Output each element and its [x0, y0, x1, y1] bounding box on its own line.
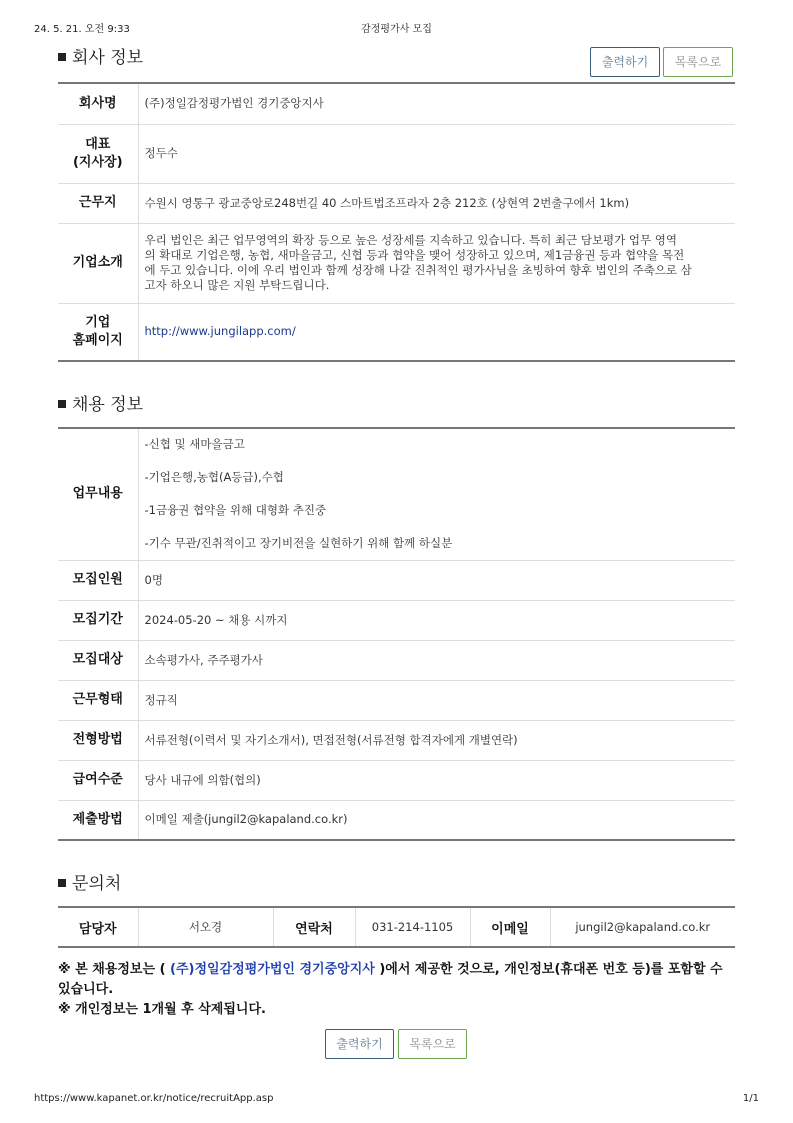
manager-label: 담당자 — [58, 907, 138, 947]
submission-method: 이메일 제출(jungil2@kapaland.co.kr) — [144, 812, 348, 827]
company-section-title: 회사 정보 — [58, 46, 143, 70]
print-header — [34, 20, 759, 34]
recruit-period: 2024-05-20 ~ 채용 시까지 — [138, 600, 735, 640]
contact-section-title: 문의처 — [58, 872, 121, 896]
notice-line-1: ※ 본 채용정보는 ( (주)정일감정평가법인 경기중앙지사 )에서 제공한 것으로, 개인정보(휴대폰 번호 등)를 포함할 수 있습니다. — [58, 962, 723, 997]
row-label: 모집기간 — [58, 600, 138, 640]
homepage-cell — [138, 303, 735, 361]
list-button[interactable]: 목록으로 — [398, 1029, 467, 1059]
employment-type: 정규직 — [138, 680, 735, 720]
square-bullet-icon — [58, 53, 66, 61]
row-label: 근무형태 — [58, 680, 138, 720]
recruit-info-table — [58, 427, 735, 841]
representative-name: 정두수 — [138, 124, 735, 183]
page-url: https://www.kapanet.or.kr/notice/recruitApp.asp — [34, 1093, 274, 1104]
table-row — [58, 124, 735, 183]
recruit-section-title: 채용 정보 — [58, 393, 143, 417]
table-row — [58, 680, 735, 720]
table-row — [58, 600, 735, 640]
list-item: -1금융권 협약을 위해 대형화 추진중 — [144, 503, 327, 518]
table-row — [58, 223, 735, 303]
table-row — [58, 428, 735, 560]
square-bullet-icon — [58, 400, 66, 408]
row-label: 기업소개 — [58, 223, 138, 303]
row-label: 전형방법 — [58, 720, 138, 760]
table-row — [58, 560, 735, 600]
table-row — [58, 760, 735, 800]
page-number: 1/1 — [742, 1093, 759, 1104]
recruit-target: 소속평가사, 주주평가사 — [138, 640, 735, 680]
print-date: 24. 5. 21. 오전 9:33 — [34, 24, 130, 35]
manager-name: 서오경 — [138, 907, 273, 947]
row-label: 근무지 — [58, 183, 138, 223]
work-location: 수원시 영통구 광교중앙로248번길 40 스마트법조프라자 2층 212호 (상현역 2번출구에서 1km) — [138, 183, 735, 223]
email-label: 이메일 — [470, 907, 550, 947]
table-row — [58, 720, 735, 760]
salary-level: 당사 내규에 의함(협의) — [138, 760, 735, 800]
notice-line-2: ※ 개인정보는 1개월 후 삭제됩니다. — [58, 1002, 266, 1017]
print-button[interactable]: 출력하기 — [590, 47, 660, 77]
table-row — [58, 800, 735, 840]
notice-company-name: (주)정일감정평가법인 경기중앙지사 — [170, 962, 375, 977]
company-intro: 우리 법인은 최근 업무영역의 확장 등으로 높은 성장세를 지속하고 있습니다. 특히 최근 담보평가 업무 영역 의 확대로 기업은행, 농협, 새마을금고, 신협 등과 협약을 맺어 성장하고 있으며, 제1금융권 등과 협약을 목전 에 두고 있습니다. 이에 우리 법인과 함께 성장해 나갈 진취적인 평가사님을 초빙하여 향후 법인의 주축으로 삼 고자 하오니 많은 지원 부탁드립니다. — [138, 223, 735, 303]
table-row — [58, 303, 735, 361]
table-row — [58, 640, 735, 680]
row-label: 제출방법 — [58, 800, 138, 840]
row-label: 업무내용 — [58, 428, 138, 560]
contact-table — [58, 906, 735, 948]
selection-method: 서류전형(이력서 및 자기소개서), 면접전형(서류전형 합격자에게 개별연락) — [138, 720, 735, 760]
print-button[interactable]: 출력하기 — [325, 1029, 394, 1059]
print-page-title: 감정평가사 모집 — [361, 24, 432, 35]
list-item: -신협 및 새마을금고 — [144, 437, 245, 452]
row-label: 모집인원 — [58, 560, 138, 600]
row-label: 대표 (지사장) — [58, 124, 138, 183]
row-label: 급여수준 — [58, 760, 138, 800]
row-label: 회사명 — [58, 83, 138, 124]
table-row — [58, 83, 735, 124]
company-info-table — [58, 82, 735, 362]
row-label: 모집대상 — [58, 640, 138, 680]
privacy-notice — [58, 960, 738, 1020]
row-label: 기업 홈페이지 — [58, 303, 138, 361]
list-item: -기업은행,농협(A등급),수협 — [144, 470, 284, 485]
email-address: jungil2@kapaland.co.kr — [575, 920, 711, 934]
homepage-link[interactable]: http://www.jungilapp.com/ — [144, 324, 296, 339]
print-footer — [34, 1093, 759, 1107]
headcount: 0명 — [138, 560, 735, 600]
phone-label: 연락처 — [273, 907, 355, 947]
table-row — [58, 907, 735, 947]
phone-number: 031-214-1105 — [355, 907, 470, 947]
list-button[interactable]: 목록으로 — [663, 47, 733, 77]
table-row — [58, 183, 735, 223]
company-name: (주)정일감정평가법인 경기중앙지사 — [138, 83, 735, 124]
duties-list — [138, 428, 735, 560]
list-item: -기수 무관/진취적이고 장기비전을 실현하기 위해 함께 하실분 — [144, 536, 453, 551]
square-bullet-icon — [58, 879, 66, 887]
